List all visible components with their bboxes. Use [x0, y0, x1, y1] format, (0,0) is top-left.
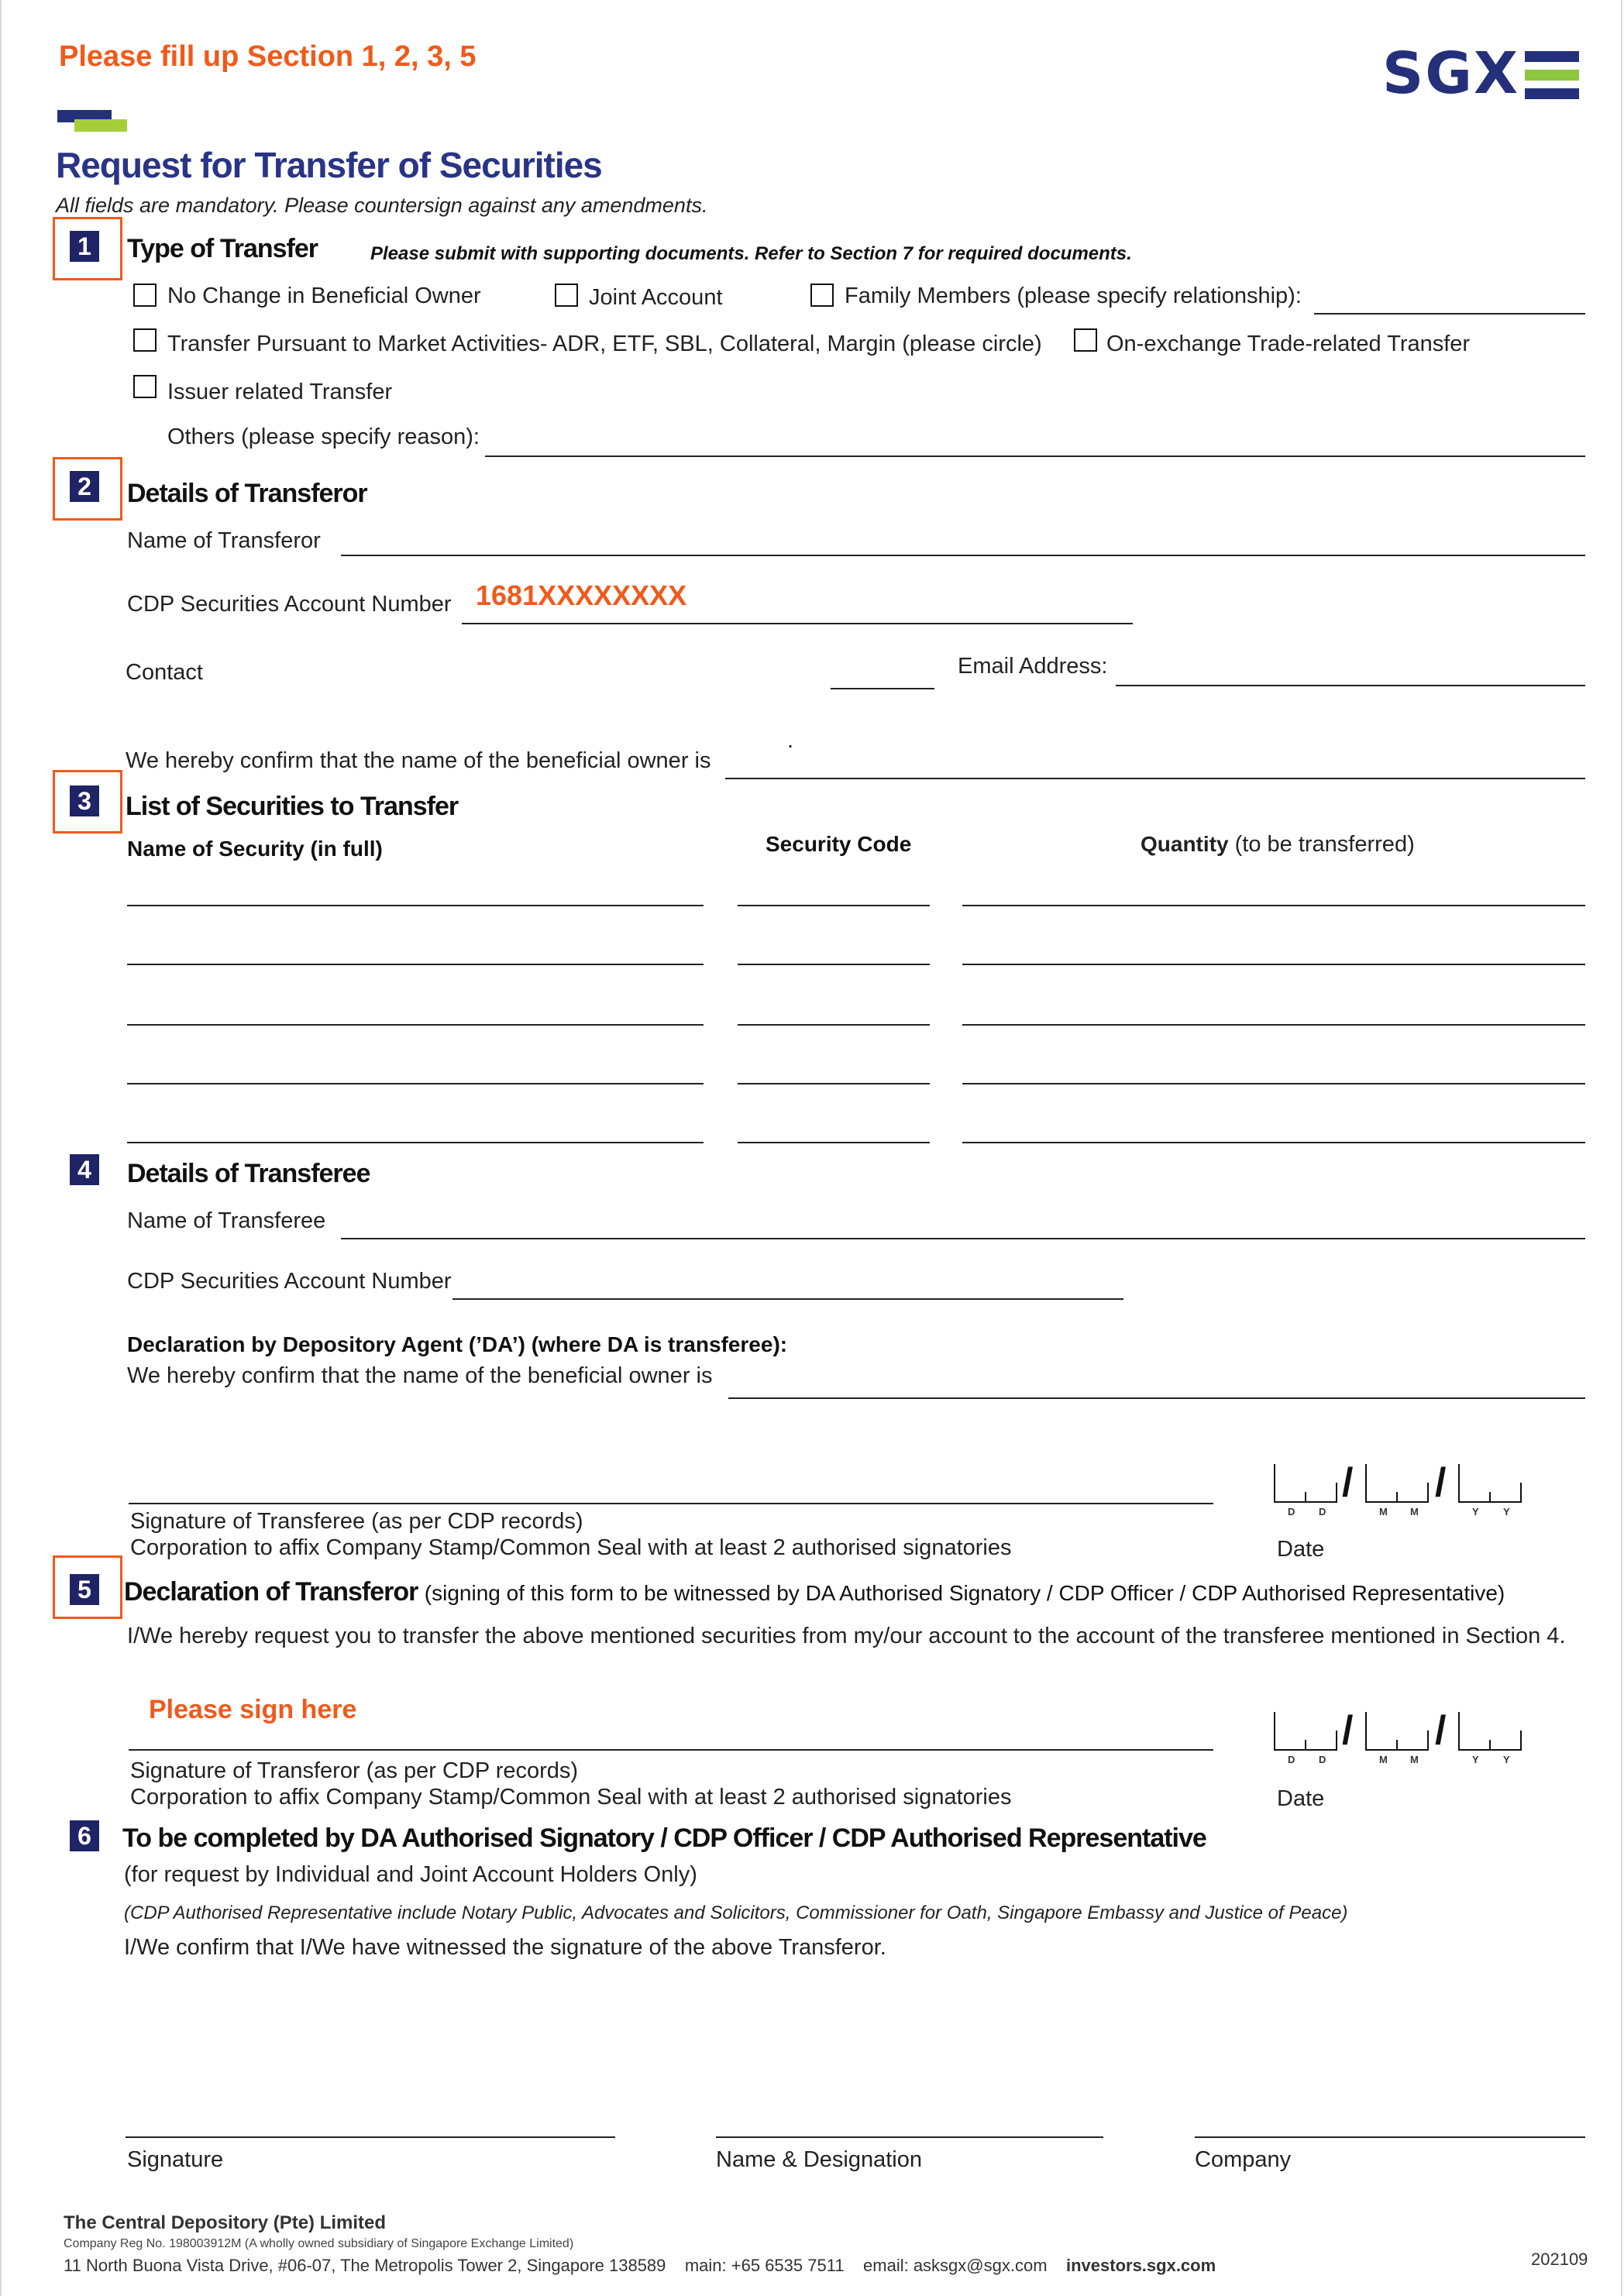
date-slash: / — [1342, 1460, 1354, 1505]
sign-here-instruction: Please sign here — [149, 1695, 357, 1724]
col-header-security-name: Name of Security (in full) — [127, 837, 383, 861]
label-transferee-signature: Signature of Transferee (as per CDP records) — [130, 1509, 583, 1534]
security-code-field[interactable] — [738, 905, 930, 906]
footer-website[interactable]: investors.sgx.com — [1065, 2256, 1216, 2275]
label-contact: Contact — [126, 660, 203, 685]
page-edge-left — [0, 0, 2, 2296]
checkbox-joint-account[interactable] — [555, 284, 578, 307]
quantity-field[interactable] — [962, 1024, 1585, 1026]
date-day-mark: D — [1319, 1754, 1326, 1765]
label-transferor-beneficial: We hereby confirm that the name of the beneficial owner is — [126, 748, 711, 773]
label-transferor-name: Name of Transferor — [127, 528, 321, 553]
section-5-heading — [124, 1577, 1505, 1607]
footer-address: 11 North Buona Vista Drive, #06-07, The Metropolis Tower 2, Singapore 138589 — [64, 2256, 666, 2275]
label-witness-name-designation: Name & Designation — [716, 2147, 922, 2172]
section-4-number: 4 — [70, 1154, 99, 1185]
label-issuer-related: Issuer related Transfer — [167, 380, 393, 404]
section-3-title: List of Securities to Transfer — [126, 792, 459, 821]
others-reason-field[interactable] — [485, 455, 1585, 457]
quantity-field[interactable] — [962, 964, 1585, 965]
security-name-field[interactable] — [127, 905, 704, 906]
date-day-mark: D — [1288, 1754, 1295, 1765]
label-transferee-name: Name of Transferee — [127, 1208, 326, 1233]
section-5-body: I/We hereby request you to transfer the above mentioned securities from my/our account to the account of the transferee mentioned in Section 4. — [127, 1624, 1566, 1648]
footer-phone: main: +65 6535 7511 — [684, 2256, 845, 2275]
transferor-signature-field[interactable] — [129, 1749, 1213, 1751]
logo-bar-icon — [1525, 88, 1579, 99]
section-5-number: 5 — [70, 1574, 99, 1605]
date-month-mark: M — [1410, 1506, 1419, 1517]
label-witness-signature: Signature — [127, 2147, 224, 2172]
family-relationship-field[interactable] — [1314, 313, 1585, 314]
checkbox-family-members[interactable] — [810, 284, 834, 307]
label-transferee-date: Date — [1277, 1537, 1325, 1562]
transferee-cdp-field[interactable] — [452, 1298, 1123, 1300]
sgx-logo-text: SGX — [1382, 40, 1520, 107]
checkbox-issuer-related[interactable] — [133, 375, 157, 398]
security-name-field[interactable] — [127, 964, 704, 965]
da-declaration-title: Declaration by Depository Agent (’DA’) (where DA is transferee): — [127, 1332, 788, 1356]
col-header-quantity — [1141, 832, 1415, 858]
label-email: Email Address: — [958, 654, 1108, 679]
section-2-title: Details of Transferor — [127, 479, 367, 508]
date-year-mark: Y — [1472, 1506, 1479, 1517]
fill-instruction: Please fill up Section 1, 2, 3, 5 — [59, 40, 477, 73]
label-joint-account: Joint Account — [589, 285, 723, 310]
label-transferor-date: Date — [1277, 1786, 1325, 1811]
brand-accent-icon — [57, 110, 127, 133]
label-no-change: No Change in Beneficial Owner — [167, 284, 481, 308]
section-3-number: 3 — [70, 785, 99, 816]
transferor-beneficial-value[interactable]: . — [787, 728, 794, 753]
security-code-field[interactable] — [738, 1083, 930, 1084]
label-others: Others (please specify reason): — [167, 424, 480, 449]
security-code-field[interactable] — [738, 1024, 930, 1026]
date-day-mark: D — [1288, 1506, 1295, 1517]
footer-company: The Central Depository (Pte) Limited — [64, 2212, 387, 2233]
section-6-sub2: (CDP Authorised Representative include Notary Public, Advocates and Solicitors, Commissioner for Oath, Singapore Embassy and Justice of Peace) — [124, 1902, 1348, 1923]
witness-name-designation-field[interactable] — [716, 2136, 1103, 2138]
date-year-mark: Y — [1503, 1506, 1510, 1517]
footer-reg: Company Reg No. 198003912M (A wholly owned subsidiary of Singapore Exchange Limited) — [64, 2237, 574, 2250]
label-transferor-cdp: CDP Securities Account Number — [127, 592, 452, 617]
transferee-corp-note: Corporation to affix Company Stamp/Common Seal with at least 2 authorised signatories — [130, 1535, 1012, 1560]
section-1-number: 1 — [70, 231, 99, 262]
date-month-mark: M — [1379, 1506, 1388, 1517]
transferor-date-field[interactable] — [1274, 1708, 1587, 1766]
section-1-note: Please submit with supporting documents. Refer to Section 7 for required documents. — [370, 243, 1132, 264]
page-edge-right — [1621, 0, 1622, 2296]
label-witness-company: Company — [1195, 2147, 1292, 2172]
date-month-mark: M — [1379, 1754, 1388, 1765]
date-year-mark: Y — [1503, 1754, 1510, 1765]
security-code-field[interactable] — [738, 1142, 930, 1143]
transferee-name-field[interactable] — [341, 1238, 1585, 1239]
col-header-quantity-note: (to be transferred) — [1234, 832, 1415, 857]
transferor-beneficial-field[interactable] — [725, 778, 1585, 779]
label-transferee-beneficial: We hereby confirm that the name of the beneficial owner is — [127, 1363, 713, 1388]
sgx-logo — [1382, 34, 1584, 108]
section-1-title: Type of Transfer — [127, 234, 318, 263]
checkbox-on-exchange[interactable] — [1074, 328, 1097, 352]
date-month-mark: M — [1410, 1754, 1419, 1765]
section-4-title: Details of Transferee — [127, 1159, 370, 1188]
witness-signature-field[interactable] — [126, 2136, 615, 2138]
section-6-body: I/We confirm that I/We have witnessed the signature of the above Transferor. — [124, 1935, 886, 1960]
footer-contact-line — [64, 2256, 1216, 2276]
transferee-date-field[interactable] — [1274, 1460, 1587, 1518]
col-header-security-code: Security Code — [766, 832, 912, 856]
label-transferor-signature: Signature of Transferor (as per CDP records) — [130, 1758, 579, 1783]
date-day-mark: D — [1319, 1506, 1326, 1517]
security-name-field[interactable] — [127, 1024, 704, 1026]
security-name-field[interactable] — [127, 1083, 704, 1084]
quantity-field[interactable] — [962, 1083, 1585, 1084]
logo-bar-icon — [1525, 70, 1579, 81]
page-subtitle: All fields are mandatory. Please countersign against any amendments. — [56, 194, 708, 217]
quantity-field[interactable] — [962, 1142, 1585, 1143]
footer-email[interactable]: email: asksgx@sgx.com — [863, 2256, 1048, 2275]
transferor-cdp-field[interactable] — [462, 623, 1133, 624]
section-6-number: 6 — [70, 1820, 99, 1851]
date-slash: / — [1435, 1460, 1447, 1505]
transferor-cdp-value[interactable]: 1681XXXXXXXX — [476, 579, 687, 611]
date-year-mark: Y — [1472, 1754, 1479, 1765]
section-6-title: To be completed by DA Authorised Signatory / CDP Officer / CDP Authorised Representative — [122, 1823, 1206, 1853]
col-header-quantity-label: Quantity — [1141, 832, 1229, 856]
transferor-name-field[interactable] — [341, 555, 1585, 556]
section-2-number: 2 — [70, 471, 99, 502]
transferee-beneficial-field[interactable] — [728, 1397, 1585, 1399]
section-6-sub1: (for request by Individual and Joint Account Holders Only) — [124, 1862, 697, 1887]
logo-bar-icon — [1525, 51, 1579, 62]
transferee-signature-field[interactable] — [129, 1503, 1213, 1504]
contact-field[interactable] — [831, 688, 934, 689]
footer-form-code: 202109 — [1531, 2250, 1588, 2269]
label-family-members: Family Members (please specify relationship): — [845, 284, 1302, 308]
transferor-corp-note: Corporation to affix Company Stamp/Common Seal with at least 2 authorised signatories — [130, 1785, 1012, 1810]
section-5-title: Declaration of Transferor — [124, 1577, 418, 1607]
date-slash: / — [1435, 1708, 1447, 1753]
quantity-field[interactable] — [962, 905, 1585, 906]
section-5-title-note: (signing of this form to be witnessed by DA Authorised Signatory / CDP Officer / CDP Authorised Representative) — [424, 1581, 1505, 1605]
security-code-field[interactable] — [738, 964, 930, 965]
checkbox-market-activities[interactable] — [133, 328, 157, 352]
label-transferee-cdp: CDP Securities Account Number — [127, 1269, 452, 1294]
email-field[interactable] — [1116, 685, 1585, 686]
date-slash: / — [1342, 1708, 1354, 1753]
label-market-activities: Transfer Pursuant to Market Activities- ADR, ETF, SBL, Collateral, Margin (please circle) — [167, 332, 1042, 356]
witness-company-field[interactable] — [1195, 2136, 1585, 2138]
checkbox-no-change[interactable] — [133, 284, 157, 307]
security-name-field[interactable] — [127, 1142, 704, 1143]
label-on-exchange: On-exchange Trade-related Transfer — [1106, 332, 1471, 356]
page-title: Request for Transfer of Securities — [56, 145, 602, 185]
